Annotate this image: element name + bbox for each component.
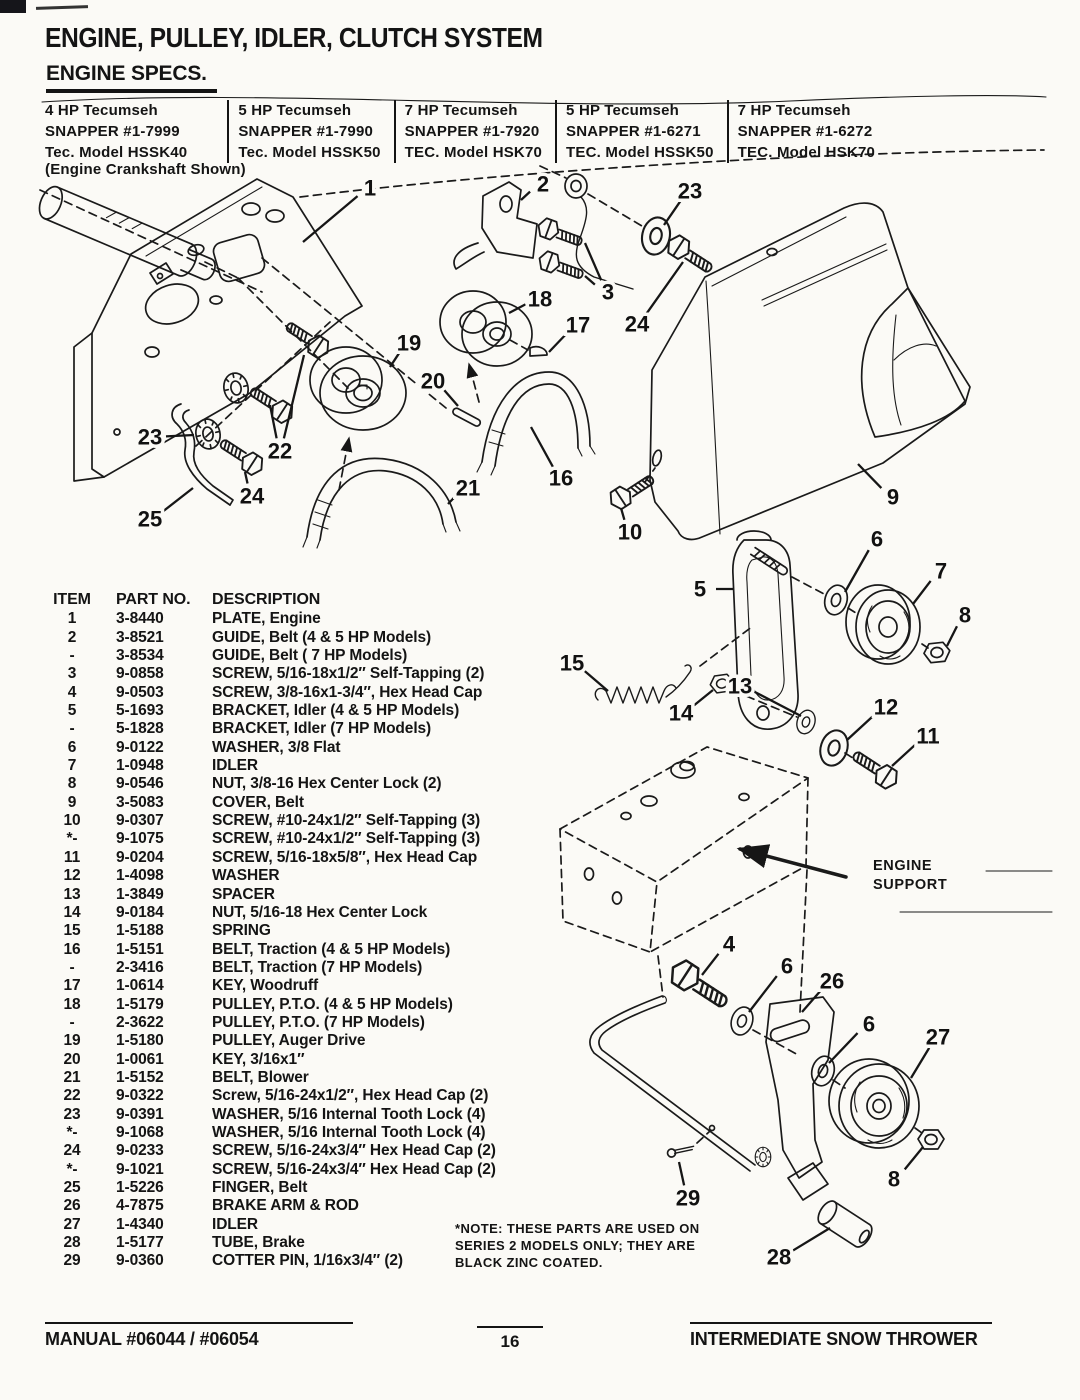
table-row: 19 1-5180 PULLEY, Auger Drive <box>63 1032 366 1050</box>
table-row: 28 1-5177 TUBE, Brake <box>63 1234 305 1252</box>
table-row: - 5-1828 BRACKET, Idler (7 HP Models) <box>69 720 432 738</box>
parts-table <box>44 591 584 1271</box>
callout-label: 29 <box>675 1185 701 1211</box>
callout-label: 18 <box>527 286 553 312</box>
table-row: 4 9-0503 SCREW, 3/8-16x1-3/4″, Hex Head Cap <box>67 683 483 701</box>
callout-label: 2 <box>536 171 550 197</box>
table-row: 2 3-8521 GUIDE, Belt (4 & 5 HP Models) <box>67 628 432 646</box>
table-row: 18 1-5179 PULLEY, P.T.O. (4 & 5 HP Models) <box>63 995 453 1013</box>
callout-label: 4 <box>722 931 736 957</box>
table-row: 9 3-5083 COVER, Belt <box>67 793 304 811</box>
engine-support-label-line: SUPPORT <box>873 877 948 893</box>
column-header-description: DESCRIPTION <box>212 591 321 608</box>
table-row: - 3-8534 GUIDE, Belt ( 7 HP Models) <box>69 647 408 665</box>
callout-label: 7 <box>934 558 948 584</box>
callout-label: 8 <box>958 602 972 628</box>
callout-label: 25 <box>137 506 163 532</box>
engine-support-label-line: ENGINE <box>873 858 933 874</box>
callout-label: 23 <box>137 424 163 450</box>
engine-specs-heading: ENGINE SPECS. <box>46 62 217 93</box>
table-row: 14 9-0184 NUT, 5/16-18 Hex Center Lock <box>63 903 428 921</box>
callout-label: 6 <box>780 953 794 979</box>
table-row: - 2-3622 PULLEY, P.T.O. (7 HP Models) <box>69 1013 425 1031</box>
table-row: 16 1-5151 BELT, Traction (4 & 5 HP Models) <box>63 940 451 958</box>
table-row: 29 9-0360 COTTER PIN, 1/16x3/4″ (2) <box>63 1252 403 1270</box>
table-row: *- 9-1075 SCREW, #10-24x1/2″ Self-Tapping (3) <box>66 830 481 848</box>
series-note <box>455 1221 700 1271</box>
table-row: 11 9-0204 SCREW, 5/16-18x5/8″, Hex Head Cap <box>63 848 478 866</box>
scan-artifact <box>0 0 26 13</box>
callout-label: 21 <box>455 475 481 501</box>
parts-table-rows <box>44 610 584 1270</box>
callout-label: 10 <box>617 519 643 545</box>
column-header-item: ITEM <box>53 591 91 608</box>
table-row: 8 9-0546 NUT, 3/8-16 Hex Center Lock (2) <box>67 775 442 793</box>
callout-label: 11 <box>916 723 940 749</box>
callout-label: 13 <box>727 673 753 699</box>
callout-label: 15 <box>559 650 585 676</box>
table-row: *- 9-1021 SCREW, 5/16-24x3/4″ Hex Head Cap (2) <box>66 1160 496 1178</box>
table-row: 27 1-4340 IDLER <box>63 1215 259 1233</box>
callout-label: 5 <box>693 576 707 602</box>
table-row: 26 4-7875 BRAKE ARM & ROD <box>63 1197 359 1215</box>
engine-specs-columns <box>45 100 888 163</box>
engine-support-label <box>873 857 947 895</box>
series-note-line: BLACK ZINC COATED. <box>455 1254 603 1270</box>
table-row: 10 9-0307 SCREW, #10-24x1/2″ Self-Tapping (3) <box>63 812 481 830</box>
table-row: 24 9-0233 SCREW, 5/16-24x3/4″ Hex Head Cap (2) <box>63 1142 496 1160</box>
callout-label: 19 <box>396 330 422 356</box>
table-row: - 2-3416 BELT, Traction (7 HP Models) <box>69 958 423 976</box>
table-row: 22 9-0322 Screw, 5/16-24x1/2″, Hex Head Cap (2) <box>63 1087 489 1105</box>
parts-table-header <box>44 591 584 609</box>
series-note-line: *NOTE: THESE PARTS ARE USED ON <box>455 1221 700 1236</box>
table-row: 7 1-0948 IDLER <box>67 757 259 775</box>
engine-spec-column: 7 HP Tecumseh SNAPPER #1-6272 TEC. Model HSK70 <box>727 100 888 163</box>
table-row: 25 1-5226 FINGER, Belt <box>63 1179 308 1196</box>
table-row: 23 9-0391 WASHER, 5/16 Internal Tooth Lock (4) <box>63 1105 486 1123</box>
series-note-line: SERIES 2 MODELS ONLY; THEY ARE <box>455 1237 696 1253</box>
engine-spec-column: 5 HP Tecumseh SNAPPER #1-6271 TEC. Model HSSK50 <box>555 100 727 163</box>
callout-label: 26 <box>819 968 845 994</box>
callout-label: 27 <box>925 1024 951 1050</box>
callout-label: 6 <box>870 526 884 552</box>
callout-label: 20 <box>420 368 446 394</box>
footer-product: INTERMEDIATE SNOW THROWER <box>690 1322 992 1350</box>
callout-label: 23 <box>677 178 703 204</box>
table-row: 12 1-4098 WASHER <box>63 867 280 885</box>
engine-spec-column: 7 HP Tecumseh SNAPPER #1-7920 TEC. Model HSK70 <box>394 100 555 163</box>
callout-label: 6 <box>862 1011 876 1037</box>
callout-label: 8 <box>887 1166 901 1192</box>
table-row: 20 1-0061 KEY, 3/16x1″ <box>63 1050 305 1068</box>
callout-label: 3 <box>601 279 615 305</box>
table-row: 17 1-0614 KEY, Woodruff <box>63 977 319 995</box>
page-title: ENGINE, PULLEY, IDLER, CLUTCH SYSTEM <box>45 22 543 53</box>
callout-label: 22 <box>267 438 293 464</box>
column-header-part-no: PART NO. <box>116 591 191 608</box>
callout-label: 12 <box>873 694 899 720</box>
table-row: 15 1-5188 SPRING <box>63 922 271 940</box>
callout-label: 24 <box>624 311 650 337</box>
callout-label: 24 <box>239 483 265 509</box>
callout-label: 14 <box>668 700 694 726</box>
footer-page-number: 16 <box>477 1326 543 1352</box>
table-row: *- 9-1068 WASHER, 5/16 Internal Tooth Lock (4) <box>66 1123 486 1141</box>
callout-label: 17 <box>565 312 591 338</box>
callout-label: 1 <box>363 175 377 201</box>
engine-spec-column: 5 HP Tecumseh SNAPPER #1-7990 Tec. Model HSSK50 <box>227 100 393 163</box>
table-row: 3 9-0858 SCREW, 5/16-18x1/2″ Self-Tapping (2) <box>67 665 485 683</box>
engine-spec-column: 4 HP Tecumseh SNAPPER #1-7999 Tec. Model HSSK40 <box>45 102 188 161</box>
table-row: 13 1-3849 SPACER <box>63 885 275 903</box>
table-row: 6 9-0122 WASHER, 3/8 Flat <box>67 738 341 756</box>
table-row: 5 5-1693 BRACKET, Idler (4 & 5 HP Models) <box>67 702 460 720</box>
table-row: 1 3-8440 PLATE, Engine <box>67 610 321 628</box>
crankshaft-note: (Engine Crankshaft Shown) <box>45 161 246 178</box>
callout-label: 28 <box>766 1244 792 1270</box>
callout-label: 9 <box>886 484 900 510</box>
callout-label: 16 <box>548 465 574 491</box>
footer-manual: MANUAL #06044 / #06054 <box>45 1322 353 1350</box>
table-row: 21 1-5152 BELT, Blower <box>63 1068 309 1086</box>
